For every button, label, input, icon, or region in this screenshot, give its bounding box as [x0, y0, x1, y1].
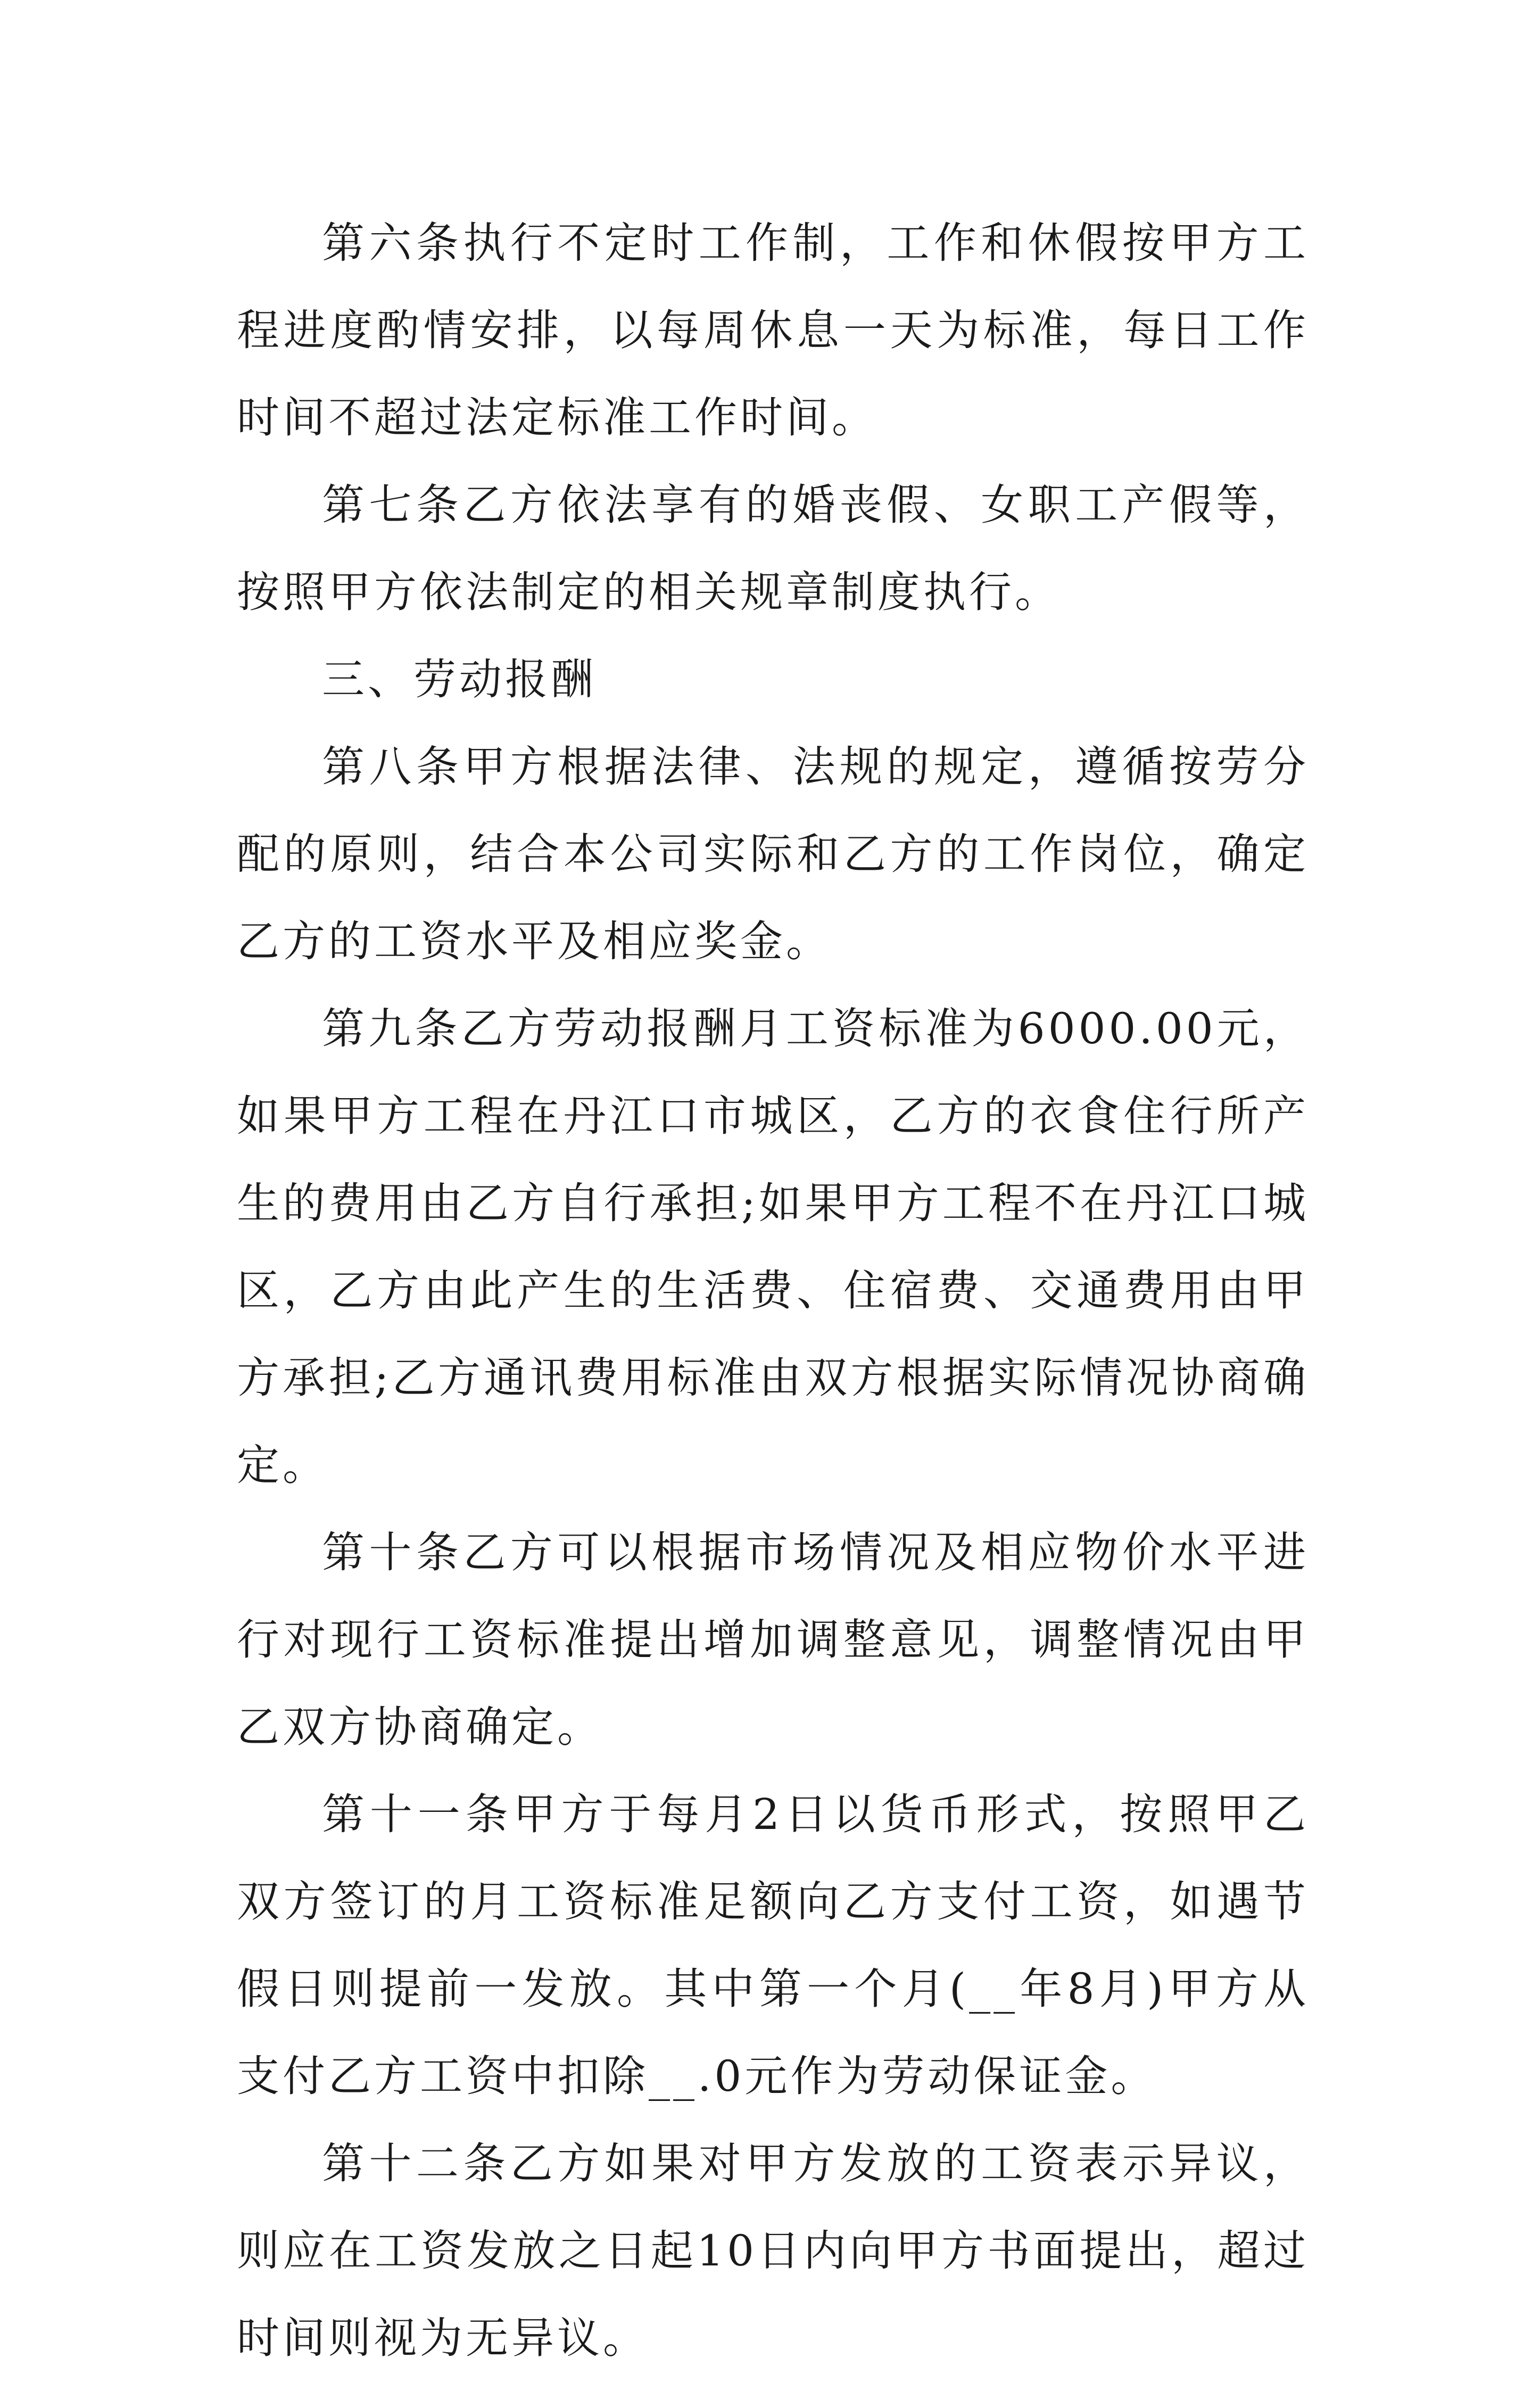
- section-heading-labor-compensation: 三、劳动报酬: [322, 655, 597, 704]
- paragraph-article-6: 第六条执行不定时工作制，工作和休假按甲方工程进度酌情安排，以每周休息一天为标准，每日工作时间不超过法定标准工作时间。: [237, 218, 1309, 442]
- paragraph-article-10: 第十条乙方可以根据市场情况及相应物价水平进行对现行工资标准提出增加调整意见，调整情况由甲乙双方协商确定。: [237, 1528, 1309, 1752]
- paragraph-article-11: 第十一条甲方于每月2日以货币形式，按照甲乙双方签订的月工资标准足额向乙方支付工资，如遇节假日则提前一发放。其中第一个月(__年8月)甲方从支付乙方工资中扣除__.0元作为劳动保证金。: [237, 1790, 1309, 2101]
- paragraph-article-9: 第九条乙方劳动报酬月工资标准为6000.00元，如果甲方工程在丹江口市城区，乙方的衣食住行所产生的费用由乙方自行承担;如果甲方工程不在丹江口城区，乙方由此产生的生活费、住宿费、交通费用由甲方承担;乙方通讯费用标准由双方根据实际情况协商确定。: [237, 1004, 1309, 1490]
- paragraph-article-12: 第十二条乙方如果对甲方发放的工资表示异议，则应在工资发放之日起10日内向甲方书面提出，超过时间则视为无异议。: [237, 2139, 1309, 2363]
- paragraph-article-7: 第七条乙方依法享有的婚丧假、女职工产假等，按照甲方依法制定的相关规章制度执行。: [237, 480, 1309, 617]
- paragraph-article-8: 第八条甲方根据法律、法规的规定，遵循按劳分配的原则，结合本公司实际和乙方的工作岗位，确定乙方的工资水平及相应奖金。: [237, 742, 1309, 966]
- document-body: [237, 200, 1309, 2382]
